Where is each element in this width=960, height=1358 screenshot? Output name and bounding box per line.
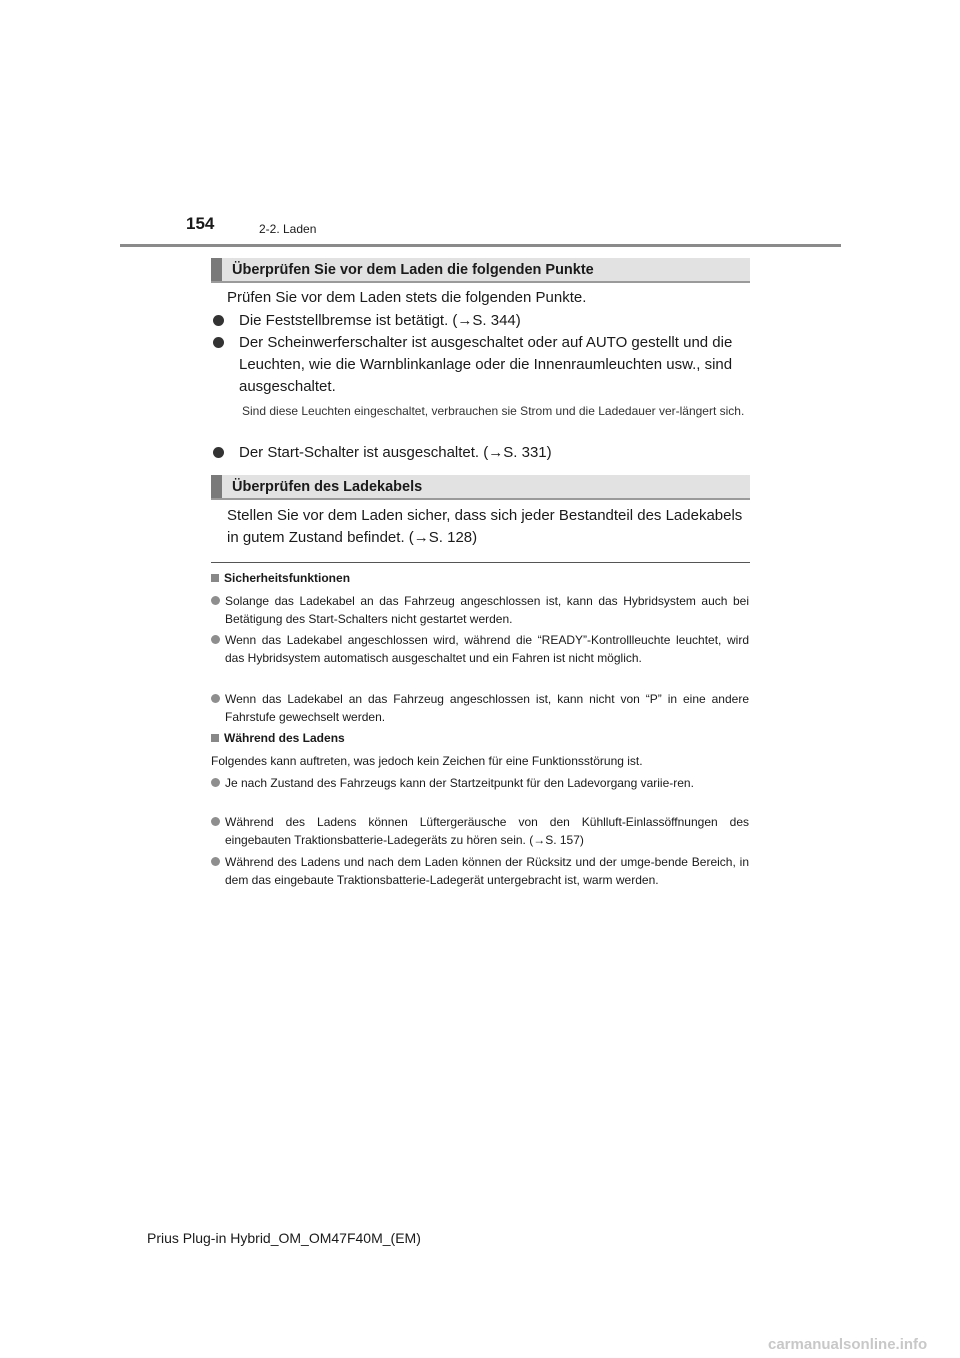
list-item xyxy=(211,631,749,667)
chapter-title: 2-2. Laden xyxy=(259,222,317,236)
subheading-text: Während des Ladens xyxy=(224,731,345,745)
section-heading-charging-cable xyxy=(211,475,750,500)
watermark: carmanualsonline.info xyxy=(768,1336,928,1353)
list-item-text: Der Start-Schalter ist ausgeschaltet. (→S. 331) xyxy=(239,444,552,461)
bullet-icon xyxy=(213,447,224,458)
list-item xyxy=(211,592,749,628)
list-item xyxy=(211,813,749,849)
bullet-icon xyxy=(211,596,220,605)
section-heading-check-points xyxy=(211,258,750,283)
page-number: 154 xyxy=(186,214,215,233)
list-item xyxy=(209,332,749,398)
subsection-intro: Folgendes kann auftreten, was jedoch kein Zeichen für eine Funktionsstörung ist. xyxy=(211,754,643,768)
bullet-icon xyxy=(211,857,220,866)
list-item-text: Wenn das Ladekabel an das Fahrzeug angeschlossen ist, kann nicht von “P” in eine andere Fahrstufe gewechselt werden. xyxy=(225,692,749,724)
square-bullet-icon xyxy=(211,734,219,742)
list-item xyxy=(209,442,749,464)
section-title: Überprüfen Sie vor dem Laden die folgenden Punkte xyxy=(232,261,594,278)
bullet-icon xyxy=(211,817,220,826)
divider xyxy=(211,562,750,563)
list-item-text: Der Scheinwerferschalter ist ausgeschaltet oder auf AUTO gestellt und die Leuchten, wie die Warnblinkanlage oder die Innenraumleuchten usw., sind ausgeschaltet. xyxy=(239,334,733,395)
bullet-icon xyxy=(213,315,224,326)
list-item xyxy=(209,310,749,332)
footer-document-id: Prius Plug-in Hybrid_OM_OM47F40M_(EM) xyxy=(147,1230,421,1246)
list-item xyxy=(211,853,749,889)
section-title: Überprüfen des Ladekabels xyxy=(232,478,423,495)
list-item-text: Während des Ladens können Lüftergeräusche von den Kühlluft-Einlassöffnungen des eingebauten Traktionsbatterie-Ladegeräts zu hören sein. (→S. 157) xyxy=(225,815,749,847)
list-item-text: Die Feststellbremse ist betätigt. (→S. 344) xyxy=(239,312,521,329)
section-intro: Prüfen Sie vor dem Laden stets die folgenden Punkte. xyxy=(227,289,587,306)
section-text: Stellen Sie vor dem Laden sicher, dass sich jeder Bestandteil des Ladekabels in gutem Zustand befindet. (→S. 128) xyxy=(227,507,743,546)
header-rule xyxy=(120,244,841,247)
list-item-text: Während des Ladens und nach dem Laden können der Rücksitz und der umge-bende Bereich, in dem das eingebaute Traktionsbatterie-Ladegerät untergebracht ist, warm werden. xyxy=(225,855,749,887)
list-item-text: Wenn das Ladekabel angeschlossen wird, während die “READY”-Kontrollleuchte leuchtet, wird das Hybridsystem automatisch ausgeschaltet und ein Fahren ist nicht möglich. xyxy=(225,633,749,665)
subheading-safety xyxy=(211,571,350,585)
square-bullet-icon xyxy=(211,574,219,582)
list-item xyxy=(211,774,749,792)
bullet-icon xyxy=(213,337,224,348)
bullet-icon xyxy=(211,635,220,644)
list-item-text: Je nach Zustand des Fahrzeugs kann der Startzeitpunkt für den Ladevorgang variie-ren. xyxy=(225,776,694,790)
bullet-icon xyxy=(211,778,220,787)
list-item xyxy=(211,690,749,726)
section-accent xyxy=(211,475,222,498)
subheading-text: Sicherheitsfunktionen xyxy=(224,571,351,585)
subheading-during-charging xyxy=(211,731,345,745)
note-text: Sind diese Leuchten eingeschaltet, verbrauchen sie Strom und die Ladedauer ver-längert sich. xyxy=(242,404,745,418)
section-accent xyxy=(211,258,222,281)
list-item-text: Solange das Ladekabel an das Fahrzeug angeschlossen ist, kann das Hybridsystem auch bei Betätigung des Start-Schalters nicht gestartet werden. xyxy=(225,594,749,626)
bullet-icon xyxy=(211,694,220,703)
